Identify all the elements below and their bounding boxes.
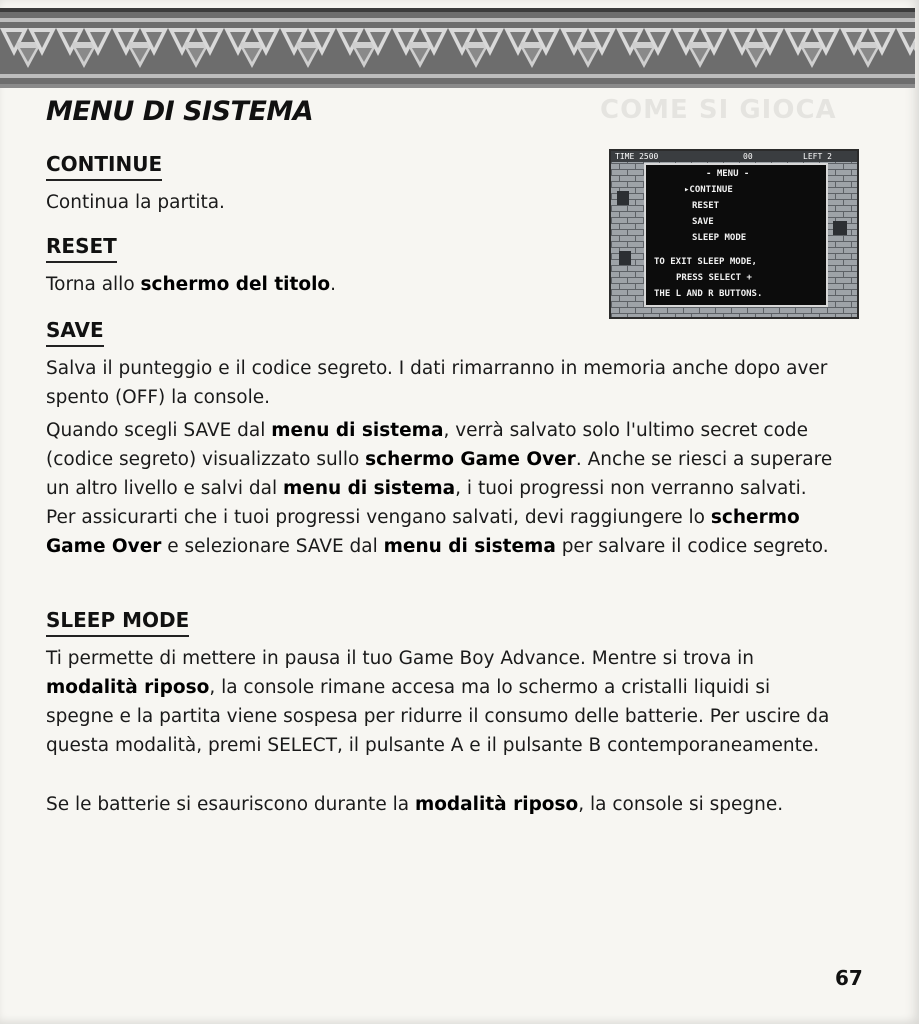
page-number: 67	[835, 966, 863, 990]
game-menu-item-continue: ▸CONTINUE	[684, 185, 733, 195]
save-paragraph-1: Salva il punteggio e il codice segreto. I dati rimarranno in memoria anche dopo aver spento (OFF) la console.	[46, 358, 828, 408]
heading-reset: RESET	[46, 234, 117, 263]
game-exit-line-1: TO EXIT SLEEP MODE,	[654, 257, 757, 267]
ghost-heading: COME SI GIOCA	[600, 95, 837, 125]
reset-text: Torna allo schermo del titolo.	[46, 274, 337, 295]
game-exit-line-3: THE L AND R BUTTONS.	[654, 289, 763, 299]
heading-sleep-mode: SLEEP MODE	[46, 608, 189, 637]
save-paragraph-2: Quando scegli SAVE dal menu di sistema, verrà salvato solo l'ultimo secret code (codice segreto) visualizzato sullo schermo Game Over. Anche se riesci a superare un altro livello e salvi dal menu di sistema, i tuoi progressi non verranno salvati. Per assicurarti che i tuoi progressi vengano salvati, devi raggiungere lo schermo Game Over e selezionare SAVE dal menu di sistema per salvare il codice segreto.	[46, 420, 833, 557]
game-hud	[615, 152, 853, 162]
heading-save: SAVE	[46, 318, 104, 347]
game-menu-title: - MENU -	[706, 169, 750, 179]
hud-time: TIME 2500	[615, 152, 659, 161]
game-menu-item-reset: RESET	[692, 201, 720, 211]
hud-lives: LEFT 2	[803, 152, 832, 161]
decorative-banner	[0, 8, 915, 88]
game-exit-line-2: PRESS SELECT +	[676, 273, 752, 283]
game-screenshot	[609, 149, 859, 319]
game-menu-box	[644, 163, 828, 307]
heading-continue: CONTINUE	[46, 152, 162, 181]
sleep-paragraph-1: Ti permette di mettere in pausa il tuo Game Boy Advance. Mentre si trova in modalità riposo, la console rimane accesa ma lo schermo a cristalli liquidi si spegne e la partita viene sospesa per ridurre il consumo delle batterie. Per uscire da questa modalità, premi SELECT, il pulsante A e il pulsante B contemporaneamente.	[46, 648, 830, 756]
sleep-paragraph-2: Se le batterie si esauriscono durante la modalità riposo, la console si spegne.	[46, 794, 784, 815]
zigzag-pattern-icon	[0, 12, 915, 84]
continue-text: Continua la partita.	[46, 192, 225, 213]
game-menu-item-save: SAVE	[692, 217, 714, 227]
game-menu-item-sleep: SLEEP MODE	[692, 233, 747, 243]
page-title: MENU DI SISTEMA	[46, 96, 314, 127]
hud-score: 00	[743, 152, 753, 161]
